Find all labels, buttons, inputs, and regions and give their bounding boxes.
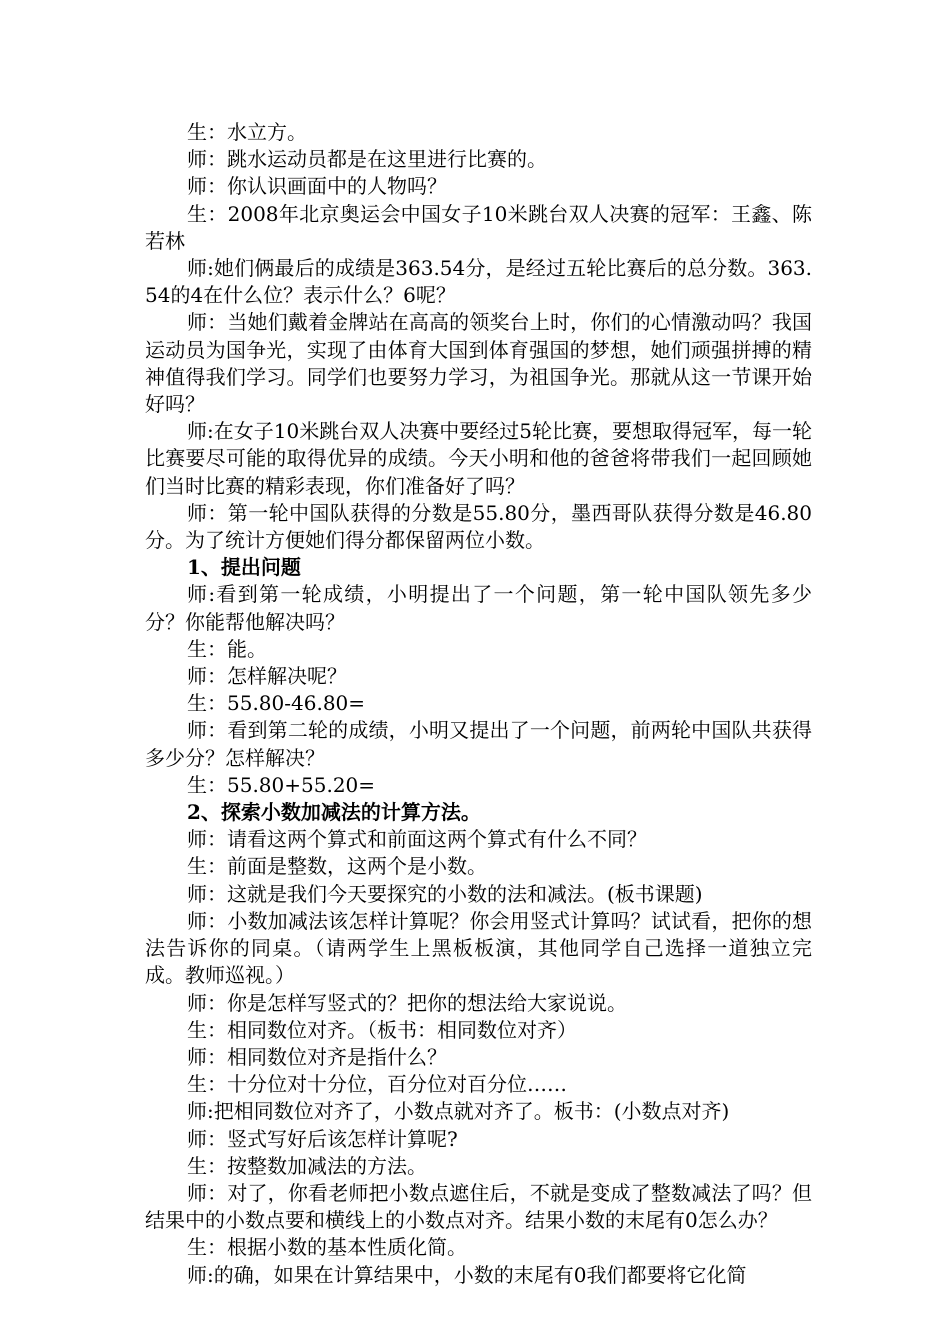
paragraph: 生：按整数加减法的方法。 [187, 1153, 427, 1178]
paragraph: 师：对了，你看老师把小数点遮住后，不就是变成了整数减法了吗？但结果中的小数点要和横线上的小数点对齐。结果小数的末尾有0怎么办？ [145, 1180, 812, 1233]
paragraph: 师：当她们戴着金牌站在高高的领奖台上时，你们的心情激动吗？我国运动员为国争光，实现了由体育大国到体育强国的梦想，她们顽强拼搏的精神值得我们学习。同学们也要努力学习，为祖国争光。那就从这一节课开始好吗？ [145, 310, 812, 417]
paragraph: 师：你是怎样写竖式的？把你的想法给大家说说。 [187, 990, 627, 1015]
paragraph: 师：看到第二轮的成绩，小明又提出了一个问题，前两轮中国队共获得多少分？怎样解决？ [145, 718, 812, 770]
section-heading: 1、提出问题 [187, 555, 301, 580]
section-heading: 2、探索小数加减法的计算方法。 [187, 800, 481, 825]
paragraph: 生：相同数位对齐。（板书：相同数位对齐） [187, 1017, 577, 1042]
paragraph: 生：能。 [187, 636, 267, 661]
paragraph: 生：55.80+55.20= [187, 772, 376, 797]
paragraph: 师：请看这两个算式和前面这两个算式有什么不同？ [187, 827, 647, 852]
paragraph: 师：第一轮中国队获得的分数是55.80分，墨西哥队获得分数是46.80分。为了统计方便她们得分都保留两位小数。 [145, 500, 812, 553]
paragraph: 师:把相同数位对齐了，小数点就对齐了。板书：(小数点对齐) [187, 1099, 730, 1124]
paragraph: 师：相同数位对齐是指什么？ [187, 1044, 447, 1069]
paragraph: 师：小数加减法该怎样计算呢？你会用竖式计算吗？试试看，把你的想法告诉你的同桌。（请两学生上黑板板演，其他同学自己选择一道独立完成。教师巡视。） [145, 908, 812, 988]
paragraph: 师：怎样解决呢？ [187, 664, 347, 689]
paragraph: 生：水立方。 [187, 120, 307, 144]
paragraph: 生：前面是整数，这两个是小数。 [187, 854, 487, 879]
paragraph: 师:的确，如果在计算结果中，小数的末尾有0我们都要将它化简 [187, 1262, 747, 1287]
paragraph: 生：根据小数的基本性质化简。 [187, 1235, 467, 1260]
paragraph: 生：55.80-46.80= [187, 691, 366, 716]
paragraph: 师：你认识画面中的人物吗？ [187, 174, 447, 199]
paragraph: 师:看到第一轮成绩，小明提出了一个问题，第一轮中国队领先多少分？你能帮他解决吗？ [145, 582, 812, 634]
paragraph: 师：跳水运动员都是在这里进行比赛的。 [187, 147, 547, 172]
paragraph: 生：十分位对十分位，百分位对百分位…… [187, 1072, 567, 1097]
paragraph: 师：竖式写好后该怎样计算呢? [187, 1126, 458, 1151]
document-body [145, 119, 812, 1289]
paragraph: 生：2008年北京奥运会中国女子10米跳台双人决赛的冠军：王鑫、陈若林 [145, 201, 812, 253]
paragraph: 师：这就是我们今天要探究的小数的法和减法。(板书课题) [187, 881, 703, 906]
paragraph: 师:她们俩最后的成绩是363.54分，是经过五轮比赛后的总分数。363.54的4在什么位？表示什么？6呢？ [145, 256, 812, 308]
paragraph: 师:在女子10米跳台双人决赛中要经过5轮比赛，要想取得冠军，每一轮比赛要尽可能的取得优异的成绩。今天小明和他的爸爸将带我们一起回顾她们当时比赛的精彩表现，你们准备好了吗？ [145, 419, 812, 498]
